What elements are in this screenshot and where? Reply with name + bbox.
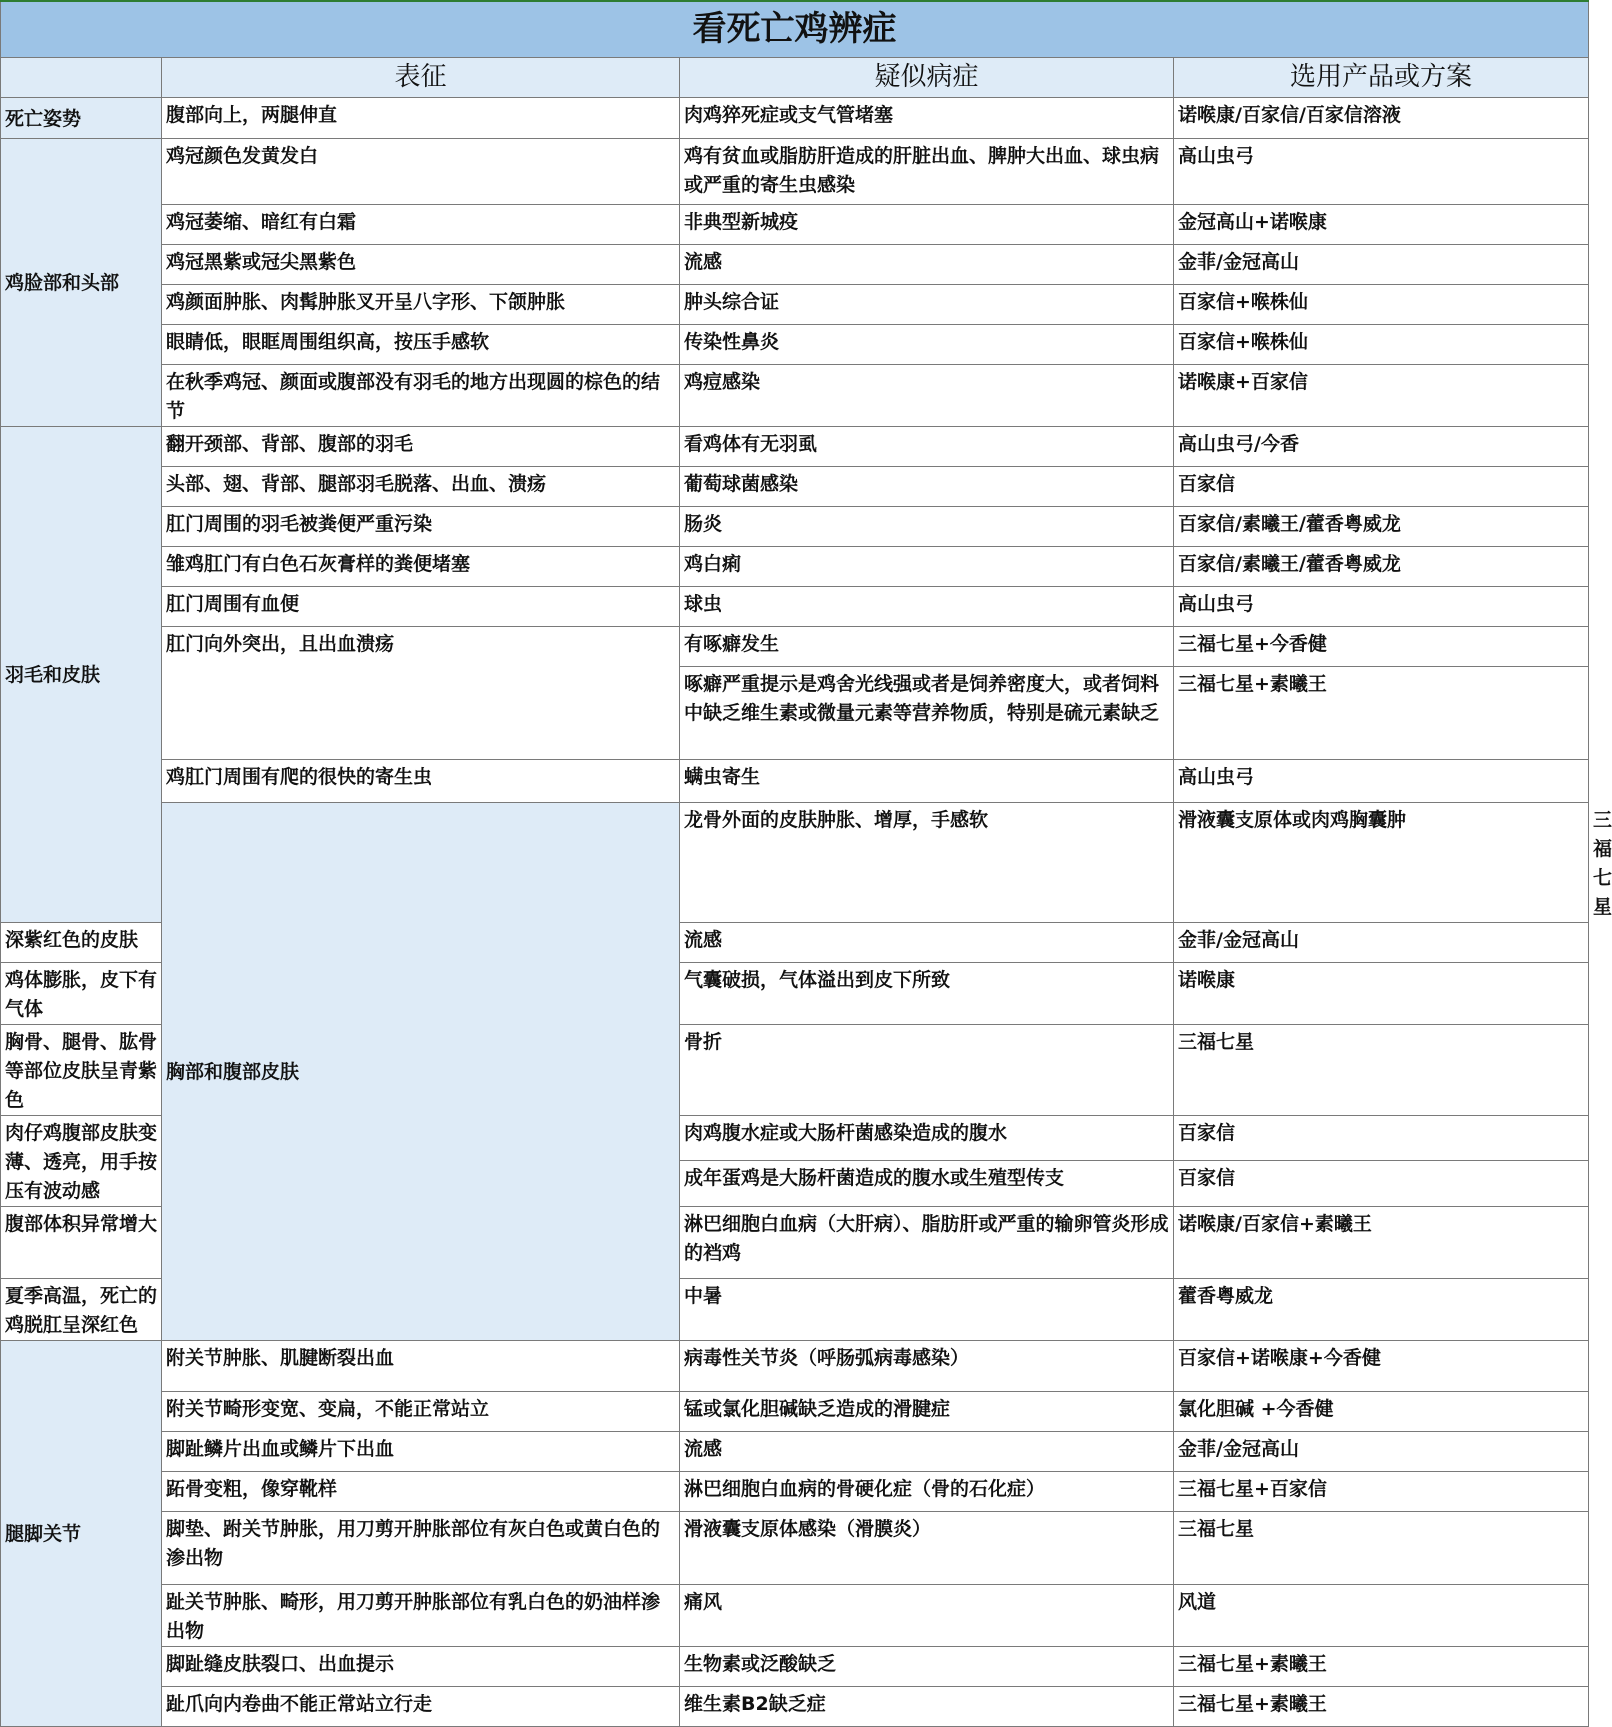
- sign-cell[interactable]: 腹部体积异常增大: [1, 1206, 162, 1278]
- sign-cell[interactable]: 鸡冠颜色发黄发白: [162, 138, 680, 204]
- disease-cell[interactable]: 气囊破损，气体溢出到皮下所致: [680, 962, 1174, 1024]
- product-cell[interactable]: 三福七星: [1174, 1511, 1589, 1584]
- sign-cell[interactable]: 鸡肛门周围有爬的很快的寄生虫: [162, 759, 680, 802]
- sign-cell[interactable]: 胸骨、腿骨、肱骨等部位皮肤呈青紫色: [1, 1024, 162, 1115]
- category-cell[interactable]: 鸡脸部和头部: [1, 138, 162, 426]
- product-cell[interactable]: 藿香粤威龙: [1174, 1278, 1589, 1340]
- sign-cell[interactable]: 鸡体膨胀，皮下有气体: [1, 962, 162, 1024]
- product-cell[interactable]: 百家信: [1174, 466, 1589, 506]
- product-cell[interactable]: 高山虫弓: [1174, 138, 1589, 204]
- product-cell[interactable]: 诺喉康/百家信/百家信溶液: [1174, 97, 1589, 138]
- table-row: [1, 506, 1589, 546]
- product-cell[interactable]: 三福七星+今香健: [1174, 626, 1589, 666]
- sign-cell[interactable]: 眼睛低，眼眶周围组织高，按压手感软: [162, 324, 680, 364]
- sign-cell[interactable]: 鸡颜面肿胀、肉髯肿胀叉开呈八字形、下颌肿胀: [162, 284, 680, 324]
- sign-cell[interactable]: 夏季高温，死亡的鸡脱肛呈深红色: [1, 1278, 162, 1340]
- table-row: [1, 364, 1589, 426]
- sign-cell[interactable]: 肛门周围的羽毛被粪便严重污染: [162, 506, 680, 546]
- disease-cell[interactable]: 成年蛋鸡是大肠杆菌造成的腹水或生殖型传支: [680, 1161, 1174, 1207]
- disease-cell[interactable]: 肉鸡猝死症或支气管堵塞: [680, 97, 1174, 138]
- disease-cell[interactable]: 淋巴细胞白血病（大肝病）、脂肪肝或严重的输卵管炎形成的裆鸡: [680, 1206, 1174, 1278]
- table-row: [1, 626, 1589, 666]
- product-cell[interactable]: 诺喉康/百家信+素曦王: [1174, 1206, 1589, 1278]
- table-row: [1, 1391, 1589, 1431]
- table-row: [1, 97, 1589, 138]
- table-row: [1, 1646, 1589, 1686]
- table-row: [1, 1340, 1589, 1391]
- disease-cell[interactable]: 病毒性关节炎（呼肠弧病毒感染）: [680, 1340, 1174, 1391]
- sign-cell[interactable]: 鸡冠萎缩、暗红有白霜: [162, 204, 680, 244]
- sign-cell[interactable]: 翻开颈部、背部、腹部的羽毛: [162, 426, 680, 466]
- table-row: [1, 1431, 1589, 1471]
- table-row: [1, 759, 1589, 802]
- sign-cell[interactable]: 鸡冠黑紫或冠尖黑紫色: [162, 244, 680, 284]
- sign-cell[interactable]: 跖骨变粗，像穿靴样: [162, 1471, 680, 1511]
- disease-cell[interactable]: 传染性鼻炎: [680, 324, 1174, 364]
- disease-cell[interactable]: 淋巴细胞白血病的骨硬化症（骨的石化症）: [680, 1471, 1174, 1511]
- product-cell[interactable]: 氯化胆碱 +今香健: [1174, 1391, 1589, 1431]
- table-row: [1, 1584, 1589, 1646]
- disease-cell[interactable]: 鸡白痢: [680, 546, 1174, 586]
- sign-cell[interactable]: 深紫红色的皮肤: [1, 922, 162, 962]
- disease-cell[interactable]: 有啄癖发生: [680, 626, 1174, 666]
- disease-cell[interactable]: 啄癖严重提示是鸡舍光线强或者是饲养密度大，或者饲料中缺乏维生素或微量元素等营养物质，特别是硫元素缺乏: [680, 666, 1174, 759]
- product-cell[interactable]: 三福七星: [1174, 1024, 1589, 1115]
- table-row: [1, 244, 1589, 284]
- disease-cell[interactable]: 滑液囊支原体感染（滑膜炎）: [680, 1511, 1174, 1584]
- disease-cell[interactable]: 维生素B2缺乏症: [680, 1686, 1174, 1726]
- disease-cell[interactable]: 肉鸡腹水症或大肠杆菌感染造成的腹水: [680, 1115, 1174, 1161]
- product-cell[interactable]: 百家信/素曦王/藿香粤威龙: [1174, 506, 1589, 546]
- disease-cell[interactable]: 流感: [680, 1431, 1174, 1471]
- product-cell[interactable]: 三福七星+素曦王: [1174, 666, 1589, 759]
- sign-cell[interactable]: 附关节肿胀、肌腱断裂出血: [162, 1340, 680, 1391]
- sign-cell[interactable]: 肛门向外突出，且出血溃疡: [162, 626, 680, 759]
- sign-cell[interactable]: 附关节畸形变宽、变扁，不能正常站立: [162, 1391, 680, 1431]
- disease-cell[interactable]: 看鸡体有无羽虱: [680, 426, 1174, 466]
- table-row: [1, 1686, 1589, 1726]
- category-cell[interactable]: 腿脚关节: [1, 1340, 162, 1726]
- header-row: [1, 57, 1589, 97]
- disease-cell[interactable]: 生物素或泛酸缺乏: [680, 1646, 1174, 1686]
- table-row: [1, 138, 1589, 204]
- product-cell[interactable]: 诺喉康+百家信: [1174, 364, 1589, 426]
- sign-cell[interactable]: 头部、翅、背部、腿部羽毛脱落、出血、溃疡: [162, 466, 680, 506]
- header-product[interactable]: 选用产品或方案: [1174, 57, 1589, 97]
- product-cell[interactable]: 百家信/素曦王/藿香粤威龙: [1174, 546, 1589, 586]
- category-cell[interactable]: 死亡姿势: [1, 97, 162, 138]
- sign-cell[interactable]: 脚垫、跗关节肿胀，用刀剪开肿胀部位有灰白色或黄白色的渗出物: [162, 1511, 680, 1584]
- disease-cell[interactable]: 肠炎: [680, 506, 1174, 546]
- sign-cell[interactable]: 趾关节肿胀、畸形，用刀剪开肿胀部位有乳白色的奶油样渗出物: [162, 1584, 680, 1646]
- sign-cell[interactable]: 龙骨外面的皮肤肿胀、增厚，手感软: [680, 802, 1174, 922]
- product-cell[interactable]: 百家信+喉株仙: [1174, 324, 1589, 364]
- disease-cell[interactable]: 骨折: [680, 1024, 1174, 1115]
- category-cell[interactable]: 胸部和腹部皮肤: [162, 802, 680, 1340]
- table-row: [1, 324, 1589, 364]
- table-row: [1, 204, 1589, 244]
- disease-cell[interactable]: 肿头综合证: [680, 284, 1174, 324]
- header-disease[interactable]: 疑似病症: [680, 57, 1174, 97]
- table-row: [1, 426, 1589, 466]
- header-sign[interactable]: 表征: [162, 57, 680, 97]
- product-cell[interactable]: 百家信+喉株仙: [1174, 284, 1589, 324]
- table-row: [1, 1511, 1589, 1584]
- sign-cell[interactable]: 脚趾鳞片出血或鳞片下出血: [162, 1431, 680, 1471]
- product-cell[interactable]: 百家信: [1174, 1115, 1589, 1161]
- disease-cell[interactable]: 痛风: [680, 1584, 1174, 1646]
- table-row: 胸部和腹部皮肤 龙骨外面的皮肤肿胀、增厚，手感软 滑液囊支原体或肉鸡胸囊肿 三福七星: [1, 802, 1589, 922]
- sign-cell[interactable]: 腹部向上，两腿伸直: [162, 97, 680, 138]
- product-cell[interactable]: 三福七星+素曦王: [1174, 1686, 1589, 1726]
- disease-cell[interactable]: 流感: [680, 922, 1174, 962]
- sign-cell[interactable]: 肉仔鸡腹部皮肤变薄、透亮，用手按压有波动感: [1, 1115, 162, 1206]
- table-row: [1, 466, 1589, 506]
- sign-cell[interactable]: 雏鸡肛门有白色石灰膏样的粪便堵塞: [162, 546, 680, 586]
- product-cell[interactable]: 金冠高山+诺喉康: [1174, 204, 1589, 244]
- disease-cell[interactable]: 螨虫寄生: [680, 759, 1174, 802]
- product-cell[interactable]: 高山虫弓: [1174, 586, 1589, 626]
- product-cell[interactable]: 金菲/金冠高山: [1174, 922, 1589, 962]
- sign-cell[interactable]: 趾爪向内卷曲不能正常站立行走: [162, 1686, 680, 1726]
- disease-cell[interactable]: 滑液囊支原体或肉鸡胸囊肿: [1174, 802, 1589, 922]
- disease-cell[interactable]: 中暑: [680, 1278, 1174, 1340]
- product-cell[interactable]: 三福七星+素曦王: [1174, 1646, 1589, 1686]
- sign-cell[interactable]: 在秋季鸡冠、颜面或腹部没有羽毛的地方出现圆的棕色的结节: [162, 364, 680, 426]
- disease-cell[interactable]: 球虫: [680, 586, 1174, 626]
- title-row: [1, 1, 1589, 57]
- product-cell[interactable]: 高山虫弓: [1174, 759, 1589, 802]
- disease-cell[interactable]: 鸡有贫血或脂肪肝造成的肝脏出血、脾肿大出血、球虫病或严重的寄生虫感染: [680, 138, 1174, 204]
- table-row: [1, 1471, 1589, 1511]
- sign-cell[interactable]: 脚趾缝皮肤裂口、出血提示: [162, 1646, 680, 1686]
- table-row: [1, 586, 1589, 626]
- product-cell[interactable]: 金菲/金冠高山: [1174, 1431, 1589, 1471]
- product-cell[interactable]: 百家信+诺喉康+今香健: [1174, 1340, 1589, 1391]
- product-cell[interactable]: 风道: [1174, 1584, 1589, 1646]
- disease-cell[interactable]: 锰或氯化胆碱缺乏造成的滑腱症: [680, 1391, 1174, 1431]
- table-title[interactable]: 看死亡鸡辨症: [1, 1, 1589, 57]
- disease-cell[interactable]: 流感: [680, 244, 1174, 284]
- product-cell[interactable]: 百家信: [1174, 1161, 1589, 1207]
- disease-cell[interactable]: 鸡痘感染: [680, 364, 1174, 426]
- product-cell[interactable]: 高山虫弓/今香: [1174, 426, 1589, 466]
- table-row: [1, 284, 1589, 324]
- product-cell[interactable]: 诺喉康: [1174, 962, 1589, 1024]
- disease-cell[interactable]: 非典型新城疫: [680, 204, 1174, 244]
- product-cell[interactable]: 三福七星+百家信: [1174, 1471, 1589, 1511]
- category-cell[interactable]: 羽毛和皮肤: [1, 426, 162, 922]
- table-row: [1, 546, 1589, 586]
- product-cell[interactable]: 金菲/金冠高山: [1174, 244, 1589, 284]
- sign-cell[interactable]: 肛门周围有血便: [162, 586, 680, 626]
- disease-cell[interactable]: 葡萄球菌感染: [680, 466, 1174, 506]
- header-category[interactable]: [1, 57, 162, 97]
